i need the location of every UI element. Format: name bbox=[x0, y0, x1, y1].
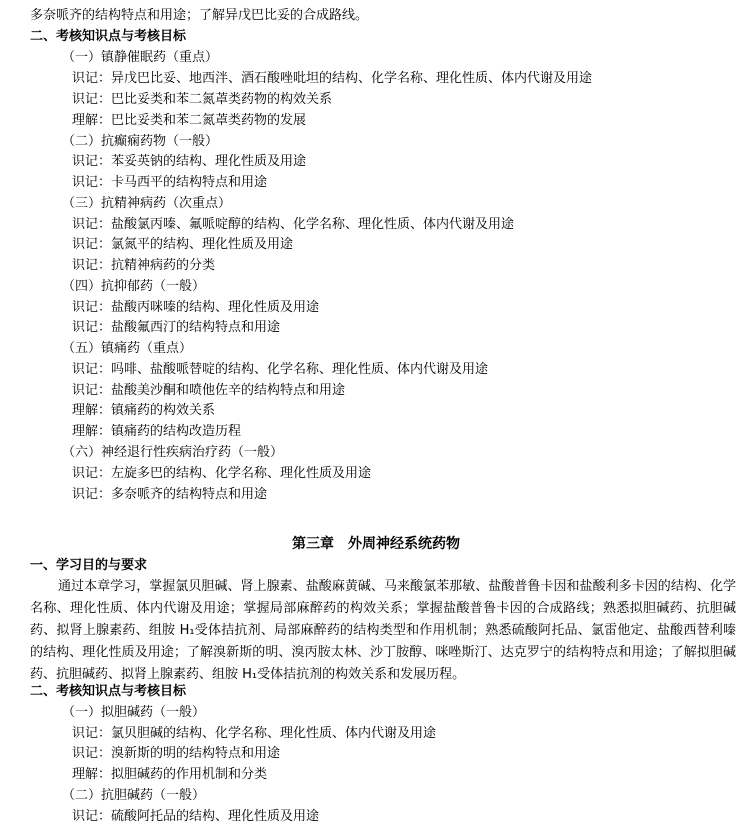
topic-item: 识记：左旋多巴的结构、化学名称、理化性质及用途 bbox=[72, 466, 372, 481]
continuation-line: 多奈哌齐的结构特点和用途；了解异戊巴比妥的合成路线。 bbox=[30, 8, 369, 23]
topic-title: （四）抗抑郁药（一般） bbox=[62, 279, 206, 294]
topic-item: 识记：卡马西平的结构特点和用途 bbox=[72, 175, 268, 190]
chapter-title: 第三章 外周神经系统药物 bbox=[292, 536, 460, 552]
topic-item: 识记：盐酸丙咪嗪的结构、理化性质及用途 bbox=[72, 300, 320, 315]
topic-title: （三）抗精神病药（次重点） bbox=[62, 196, 232, 211]
topic-item: 识记：异戊巴比妥、地西泮、酒石酸唑吡坦的结构、化学名称、理化性质、体内代谢及用途 bbox=[72, 71, 593, 86]
topic-item: 理解：镇痛药的结构改造历程 bbox=[72, 424, 242, 439]
topic-item: 识记：硫酸阿托品的结构、理化性质及用途 bbox=[72, 809, 320, 824]
topic-item: 理解：巴比妥类和苯二氮䓬类药物的发展 bbox=[72, 113, 307, 128]
topic-title: （五）镇痛药（重点） bbox=[62, 341, 193, 356]
chapter-paragraph: 通过本章学习，掌握氯贝胆碱、肾上腺素、盐酸麻黄碱、马来酸氯苯那敏、盐酸普鲁卡因和盐酸利多卡因的结构、化学名称、理化性质、体内代谢及用途；掌握局部麻醉药的构效关系；掌握盐酸普鲁卡因的合成路线；熟悉拟胆碱药、抗胆碱药、拟肾上腺素药、组胺 H₁受体拮抗剂、局部麻醉药的结构类型和作用机制；熟悉硫酸阿托品、氯雷他定、盐酸西替利嗪的结构、理化性质及用途；了解溴新斯的明、溴丙胺太林、沙丁胺醇、咪唑斯汀、达克罗宁的结构特点和用途；了解拟胆碱药、抗胆碱药、拟肾上腺素药、组胺 H₁受体拮抗剂的构效关系和发展历程。 bbox=[30, 579, 736, 682]
topic-item: 识记：溴新斯的明的结构特点和用途 bbox=[72, 746, 281, 761]
topic-item: 识记：盐酸氟西汀的结构特点和用途 bbox=[72, 320, 281, 335]
topic-item: 识记：吗啡、盐酸哌替啶的结构、化学名称、理化性质、体内代谢及用途 bbox=[72, 362, 489, 377]
topic-title: （一）拟胆碱药（一般） bbox=[62, 705, 206, 720]
topic-title: （六）神经退行性疾病治疗药（一般） bbox=[62, 445, 284, 460]
topic-item: 识记：盐酸美沙酮和喷他佐辛的结构特点和用途 bbox=[72, 383, 346, 398]
topic-title: （一）镇静催眠药（重点） bbox=[62, 50, 219, 65]
topic-title: （二）抗胆碱药（一般） bbox=[62, 788, 206, 803]
topic-item: 识记：巴比妥类和苯二氮䓬类药物的构效关系 bbox=[72, 92, 333, 107]
topic-item: 识记：盐酸氯丙嗪、氟哌啶醇的结构、化学名称、理化性质、体内代谢及用途 bbox=[72, 217, 515, 232]
section-heading: 二、考核知识点与考核目标 bbox=[30, 29, 187, 44]
topic-item: 识记：氯氮平的结构、理化性质及用途 bbox=[72, 237, 294, 252]
topic-title: （二）抗癫痫药物（一般） bbox=[62, 134, 219, 149]
topic-item: 识记：多奈哌齐的结构特点和用途 bbox=[72, 487, 268, 502]
topic-item: 识记：抗精神病药的分类 bbox=[72, 258, 216, 273]
topic-item: 理解：拟胆碱药的作用机制和分类 bbox=[72, 767, 268, 782]
topic-item: 识记：氯贝胆碱的结构、化学名称、理化性质、体内代谢及用途 bbox=[72, 726, 437, 741]
topic-item: 理解：镇痛药的构效关系 bbox=[72, 403, 216, 418]
section-heading: 一、学习目的与要求 bbox=[30, 558, 148, 573]
section-heading: 二、考核知识点与考核目标 bbox=[30, 684, 187, 699]
topic-item: 识记：苯妥英钠的结构、理化性质及用途 bbox=[72, 154, 307, 169]
